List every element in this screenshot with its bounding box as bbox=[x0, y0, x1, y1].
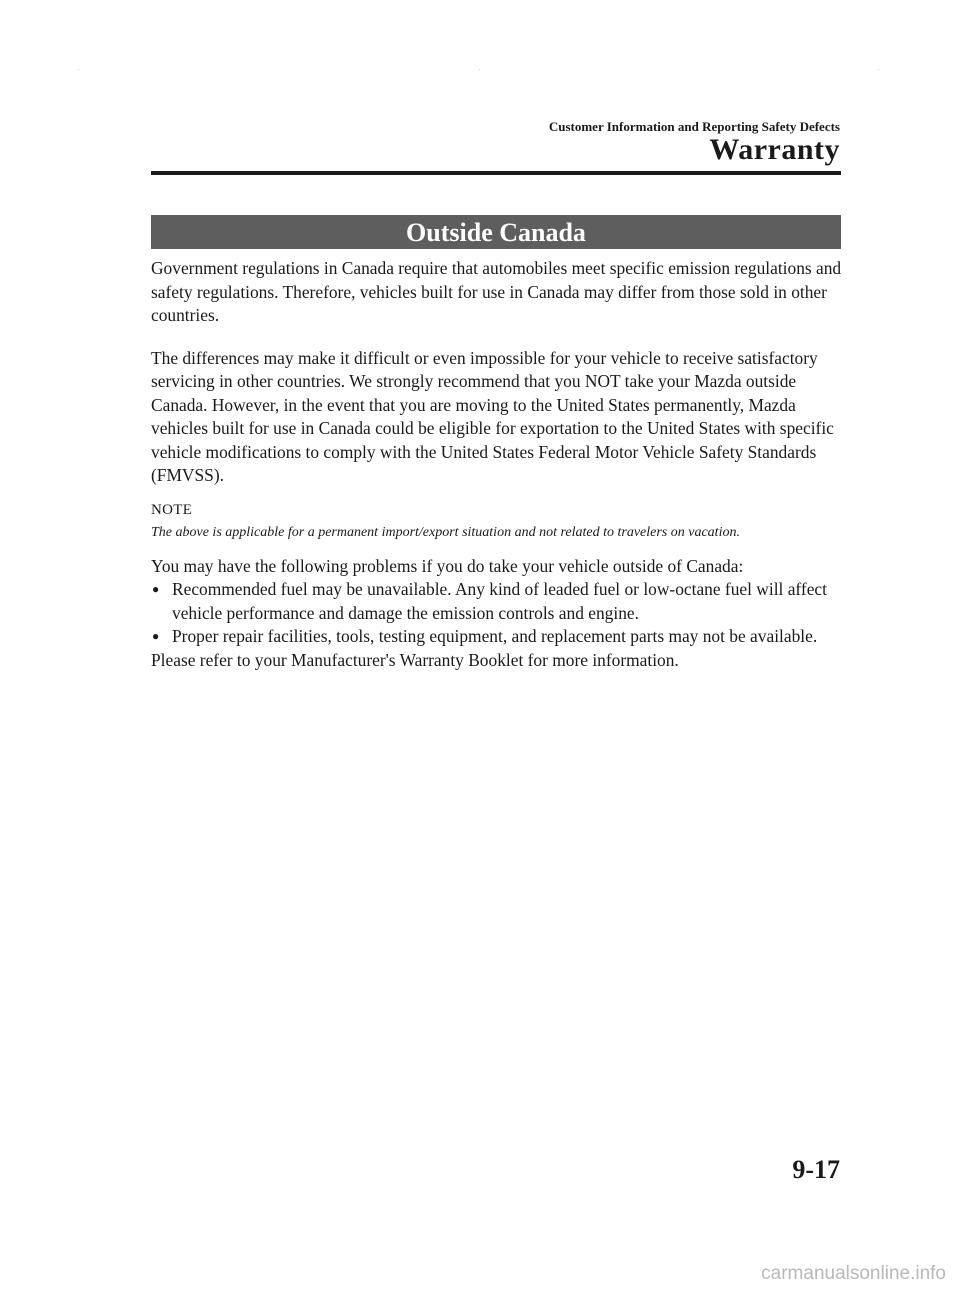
bullet-icon: ● bbox=[152, 629, 160, 643]
section-content bbox=[151, 257, 846, 672]
section-label: Customer Information and Reporting Safety Defects bbox=[548, 119, 840, 134]
header-rule bbox=[151, 171, 841, 175]
watermark: carmanualsonline.info bbox=[761, 1263, 946, 1284]
list-item-text: Proper repair facilities, tools, testing equipment, and replacement parts may not be available. bbox=[172, 626, 818, 646]
problems-intro: You may have the following problems if you do take your vehicle outside of Canada: bbox=[151, 555, 744, 576]
closing-text: Please refer to your Manufacturer's Warranty Booklet for more information. bbox=[151, 649, 679, 670]
bullet-icon: ● bbox=[152, 582, 160, 596]
chapter-title: Warranty bbox=[709, 133, 840, 166]
section-heading: Outside Canada bbox=[151, 215, 841, 249]
crop-mark-left: . bbox=[78, 66, 80, 72]
problems-list bbox=[151, 578, 846, 649]
list-item bbox=[151, 625, 846, 649]
list-item-text: Recommended fuel may be unavailable. Any kind of leaded fuel or low-octane fuel will affect vehicle performance and damage the emission controls and engine. bbox=[172, 579, 827, 623]
paragraph: The differences may make it difficult or even impossible for your vehicle to receive satisfactory servicing in other countries. We strongly recommend that you NOT take your Mazda outside Canada. However, in the event that you are moving to the United States permanently, Mazda vehicles built for use in Canada could be eligible for exportation to the United States with specific vehicle modifications to comply with the United States Federal Motor Vehicle Safety Standards (FMVSS). bbox=[151, 347, 834, 485]
crop-mark-right: . bbox=[878, 66, 880, 72]
page-number: 9-17 bbox=[792, 1155, 840, 1184]
paragraph: Government regulations in Canada require that automobiles meet specific emission regulations and safety regulations. Therefore, vehicles built for use in Canada may differ from those sold in other countries. bbox=[151, 258, 842, 325]
list-item bbox=[151, 578, 846, 625]
crop-mark-center: . bbox=[479, 66, 481, 72]
note-label: NOTE bbox=[151, 501, 193, 518]
note-text: The above is applicable for a permanent import/export situation and not related to travelers on vacation. bbox=[151, 524, 740, 540]
